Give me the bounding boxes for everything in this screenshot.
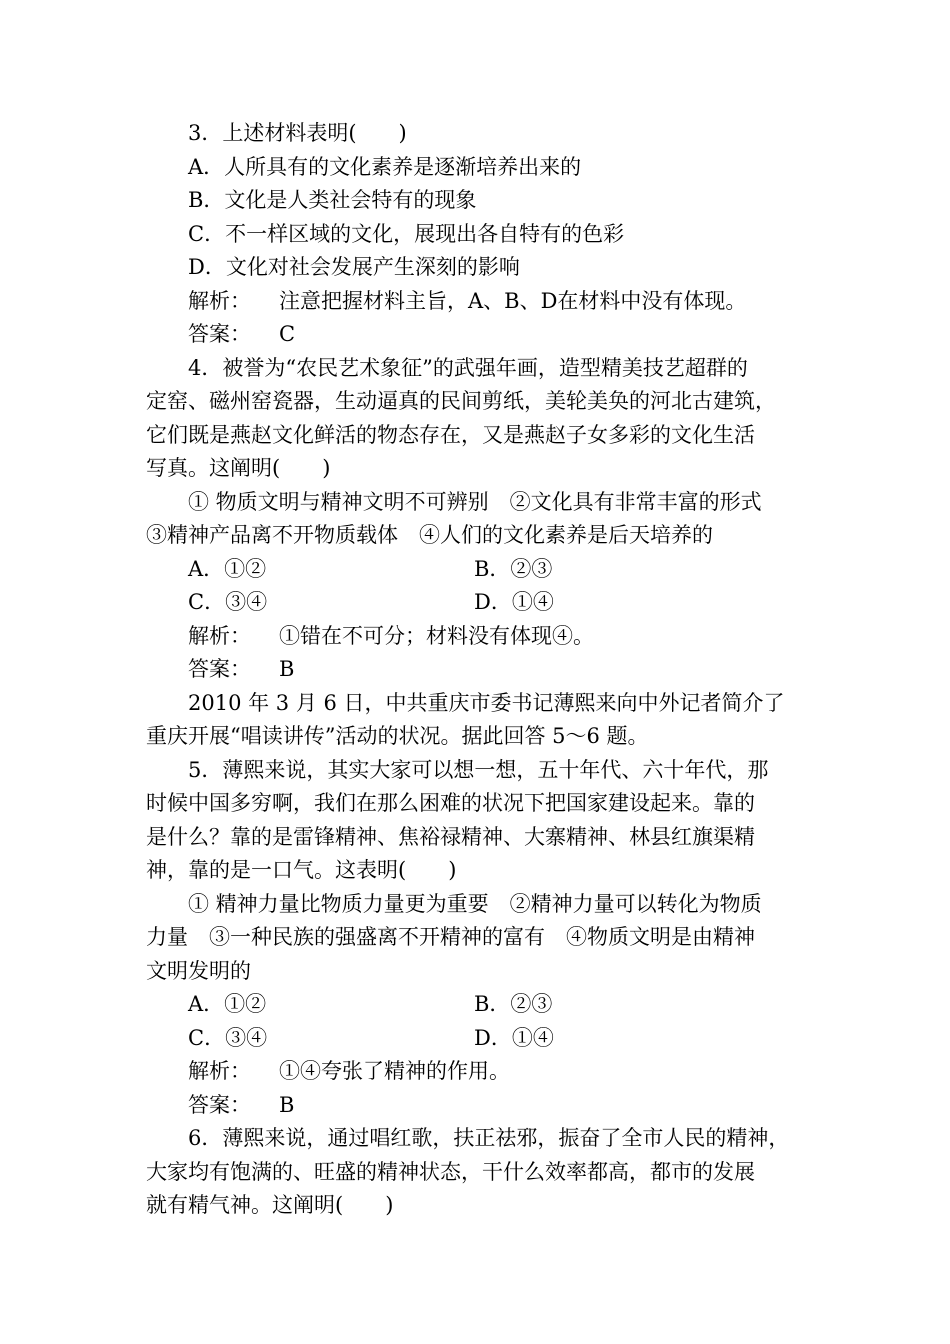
q4-stem-line-1: 4．被誉为“农民艺术象征”的武强年画，造型精美技艺超群的 — [188, 355, 748, 380]
document-page — [146, 117, 810, 1223]
q5-statement-line-3: 文明发明的 — [146, 958, 251, 983]
q3-analysis — [146, 285, 810, 319]
q4-option-d: D．①④ — [474, 590, 554, 614]
q5-stem-line-3: 是什么？靠的是雷锋精神、焦裕禄精神、大寨精神、林县红旗渠精 — [146, 824, 755, 849]
q4-option-c: C．③④ — [188, 590, 268, 614]
q3-analysis-text: 注意把握材料主旨，A、B、D在材料中没有体现。 — [279, 288, 747, 313]
q3-option-c: C．不一样区域的文化，展现出各自特有的色彩 — [188, 221, 625, 246]
q3-answer-label: 答案： — [188, 322, 251, 346]
q3-stem: 3．上述材料表明( ) — [188, 121, 407, 145]
q4-option-b: B．②③ — [474, 556, 553, 581]
q4-stem-line-4: 写真。这阐明( ) — [146, 456, 331, 480]
material-line-1: 2010 年 3 月 6 日，中共重庆市委书记薄熙来向中外记者简介了 — [188, 690, 785, 715]
q5-options-row-2 — [146, 1022, 810, 1056]
q3-option-b: B．文化是人类社会特有的现象 — [188, 188, 477, 212]
q3-answer — [146, 318, 810, 352]
q4-statement-line-2: ③精神产品离不开物质载体 ④人们的文化素养是后天培养的 — [146, 523, 713, 547]
q5-statement-line-2: 力量 ③一种民族的强盛离不开精神的富有 ④物质文明是由精神 — [146, 925, 755, 949]
q4-options-row-2 — [146, 586, 810, 620]
q4-stem-line-2: 定窑、磁州窑瓷器，生动逼真的民间剪纸，美轮美奂的河北古建筑， — [146, 389, 776, 413]
q5-option-d: D．①④ — [474, 1025, 554, 1050]
q4-answer-label: 答案： — [188, 657, 251, 681]
q3-answer-value: C — [279, 322, 296, 346]
q6-stem-line-1: 6．薄熙来说，通过唱红歌，扶正祛邪，振奋了全市人民的精神， — [188, 1126, 790, 1150]
q3-option-a: A．人所具有的文化素养是逐渐培养出来的 — [188, 154, 582, 179]
q4-option-a: A．①② — [188, 556, 267, 581]
q5-stem-line-4: 神，靠的是一口气。这表明( ) — [146, 858, 457, 882]
q5-option-a: A．①② — [188, 992, 267, 1016]
q5-statement-line-1: ① 精神力量比物质力量更为重要 ②精神力量可以转化为物质 — [188, 891, 762, 916]
q4-analysis-label: 解析： — [188, 623, 251, 648]
q5-stem-line-2: 时候中国多穷啊，我们在那么困难的状况下把国家建设起来。靠的 — [146, 791, 755, 815]
q4-answer — [146, 653, 810, 687]
q5-option-c: C．③④ — [188, 1025, 268, 1050]
q4-options-row-1 — [146, 553, 810, 587]
q4-analysis — [146, 620, 810, 654]
q5-option-b: B．②③ — [474, 992, 553, 1016]
material-line-2: 重庆开展“唱读讲传”活动的状况。据此回答 5～6 题。 — [146, 724, 649, 748]
q5-analysis — [146, 1055, 810, 1089]
q4-analysis-text: ①错在不可分；材料没有体现④。 — [279, 623, 594, 648]
q5-answer-label: 答案： — [188, 1092, 251, 1117]
q5-analysis-label: 解析： — [188, 1059, 251, 1083]
q4-answer-value: B — [279, 657, 295, 681]
q5-answer — [146, 1089, 810, 1123]
q4-statement-line-1: ① 物质文明与精神文明不可辨别 ②文化具有非常丰富的形式 — [188, 489, 762, 514]
q5-answer-value: B — [279, 1092, 295, 1117]
q5-options-row-1 — [146, 988, 810, 1022]
q3-analysis-label: 解析： — [188, 288, 251, 313]
q6-stem-line-3: 就有精气神。这阐明( ) — [146, 1193, 394, 1217]
q5-stem-line-1: 5．薄熙来说，其实大家可以想一想，五十年代、六十年代，那 — [188, 757, 769, 782]
q5-analysis-text: ①④夸张了精神的作用。 — [279, 1059, 510, 1083]
q4-stem-line-3: 它们既是燕赵文化鲜活的物态存在，又是燕赵子女多彩的文化生活 — [146, 422, 755, 447]
q6-stem-line-2: 大家均有饱满的、旺盛的精神状态，干什么效率都高，都市的发展 — [146, 1159, 755, 1184]
q3-option-d: D．文化对社会发展产生深刻的影响 — [188, 255, 520, 279]
